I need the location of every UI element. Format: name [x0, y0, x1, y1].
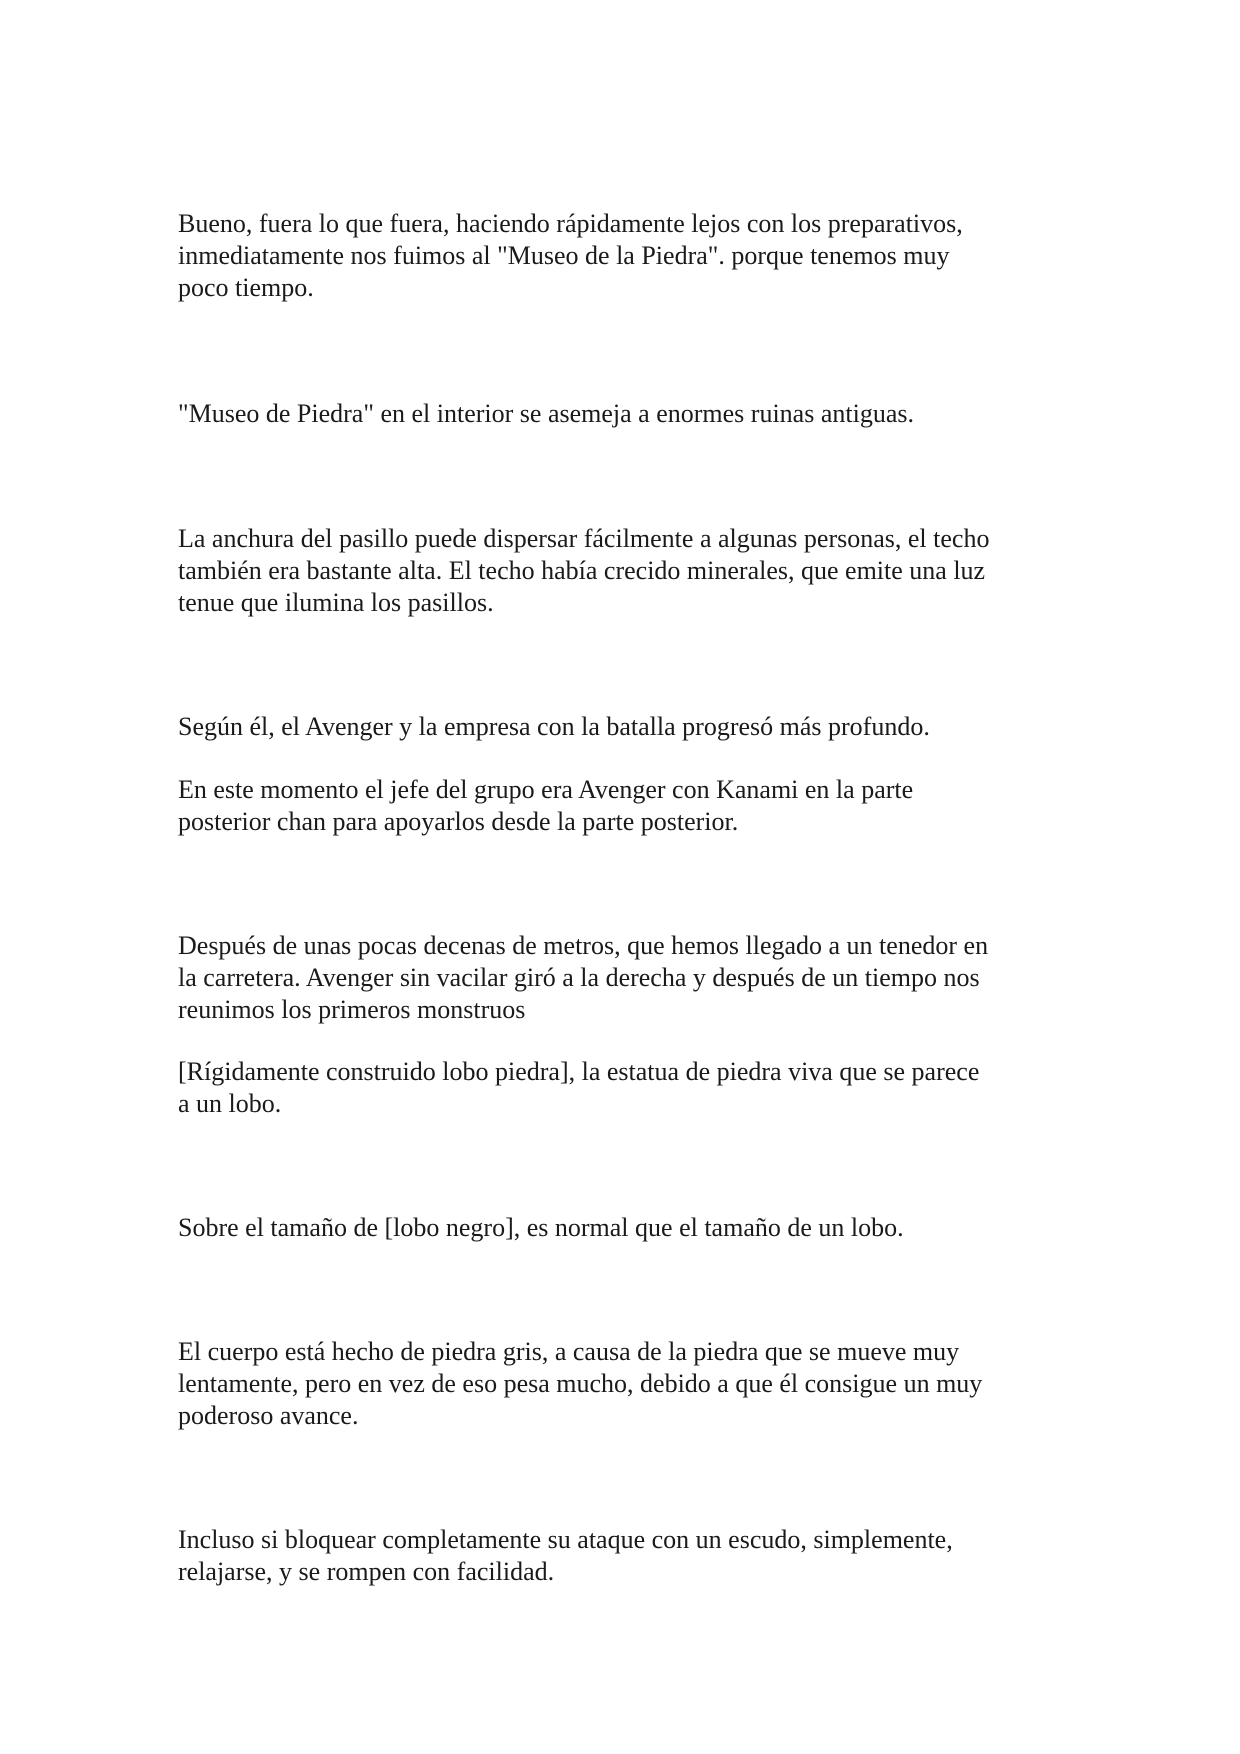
paragraph-2: "Museo de Piedra" en el interior se asemeja a enormes ruinas antiguas. [178, 399, 914, 428]
paragraph-1: Bueno, fuera lo que fuera, haciendo rápidamente lejos con los preparativos, inmediatamente nos fuimos al "Museo de la Piedra". porque tenemos muy poco tiempo. [178, 209, 963, 302]
paragraph-6: Después de unas pocas decenas de metros, que hemos llegado a un tenedor en la carretera. Avenger sin vacilar giró a la derecha y después de un tiempo nos reunimos los primeros monstruos [178, 931, 989, 1024]
paragraph-8: Sobre el tamaño de [lobo negro], es normal que el tamaño de un lobo. [178, 1213, 904, 1242]
paragraph-9: El cuerpo está hecho de piedra gris, a causa de la piedra que se mueve muy lentamente, pero en vez de eso pesa mucho, debido a que él consigue un muy poderoso avance. [178, 1337, 983, 1430]
paragraph-4: Según él, el Avenger y la empresa con la batalla progresó más profundo. [178, 712, 930, 741]
paragraph-10: Incluso si bloquear completamente su ataque con un escudo, simplemente, relajarse, y se rompen con facilidad. [178, 1525, 953, 1586]
paragraph-7: [Rígidamente construido lobo piedra], la estatua de piedra viva que se parece a un lobo. [178, 1057, 980, 1118]
paragraph-5: En este momento el jefe del grupo era Avenger con Kanami en la parte posterior chan para apoyarlos desde la parte posterior. [178, 775, 914, 836]
paragraph-3: La anchura del pasillo puede dispersar fácilmente a algunas personas, el techo también era bastante alta. El techo había crecido minerales, que emite una luz tenue que ilumina los pasillos. [178, 524, 990, 617]
